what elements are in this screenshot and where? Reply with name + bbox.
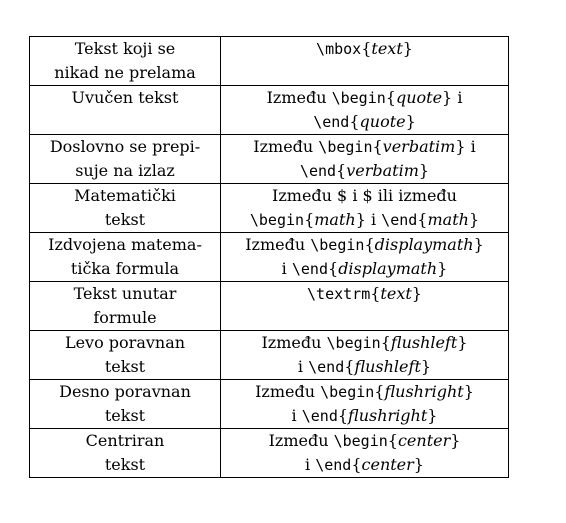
description-line: tekst bbox=[104, 357, 146, 376]
table-body bbox=[30, 37, 509, 478]
plain-text: Između bbox=[245, 235, 311, 254]
plain-text: } i bbox=[442, 88, 463, 107]
command-line bbox=[225, 453, 504, 477]
command-cell bbox=[221, 429, 509, 478]
command-cell bbox=[221, 184, 509, 233]
plain-text: } bbox=[427, 406, 438, 425]
plain-text: } i bbox=[355, 210, 382, 229]
plain-text: } bbox=[405, 112, 416, 131]
plain-text: { bbox=[385, 88, 396, 107]
plain-text: { bbox=[361, 39, 372, 58]
plain-text: { bbox=[304, 210, 315, 229]
argument-text: displaymath bbox=[338, 259, 438, 278]
plain-text: Između bbox=[261, 333, 327, 352]
plain-text: { bbox=[349, 112, 360, 131]
plain-text: { bbox=[387, 431, 398, 450]
command-cell bbox=[221, 380, 509, 429]
table-row bbox=[30, 331, 509, 380]
plain-text: } bbox=[411, 284, 422, 303]
table-row bbox=[30, 86, 509, 135]
description-cell bbox=[30, 86, 221, 135]
plain-text: Između bbox=[255, 382, 321, 401]
plain-text: { bbox=[372, 137, 383, 156]
plain-text: } bbox=[450, 431, 461, 450]
plain-text: } bbox=[457, 333, 468, 352]
plain-text: Između $ i $ ili između bbox=[272, 186, 457, 205]
table-row bbox=[30, 233, 509, 282]
description-line: tička formula bbox=[70, 259, 180, 278]
command-cell bbox=[221, 37, 509, 86]
command-line bbox=[225, 233, 504, 257]
command-cell bbox=[221, 86, 509, 135]
command-line bbox=[225, 355, 504, 379]
table-row bbox=[30, 380, 509, 429]
description-line: Doslovno se prepi- bbox=[49, 137, 201, 156]
command-line bbox=[225, 208, 504, 232]
command-cell bbox=[221, 135, 509, 184]
argument-text: quote bbox=[395, 88, 443, 107]
command-line bbox=[225, 331, 504, 355]
argument-text: verbatim bbox=[382, 137, 456, 156]
description-line: Tekst koji se bbox=[74, 39, 176, 58]
plain-text: i bbox=[281, 259, 292, 278]
table-row bbox=[30, 184, 509, 233]
command-line bbox=[225, 429, 504, 453]
description-cell bbox=[30, 37, 221, 86]
plain-text: i bbox=[297, 357, 309, 376]
description-line: formule bbox=[93, 308, 157, 327]
command-line bbox=[225, 159, 504, 183]
argument-text: verbatim bbox=[346, 161, 419, 180]
latex-command: \mbox bbox=[316, 40, 362, 58]
argument-text: center bbox=[397, 431, 451, 450]
table-row bbox=[30, 282, 509, 331]
plain-text: Između bbox=[266, 88, 332, 107]
command-cell bbox=[221, 233, 509, 282]
command-line bbox=[225, 135, 504, 159]
latex-command: \begin bbox=[326, 334, 381, 352]
latex-command: \begin bbox=[331, 89, 386, 107]
argument-text: math bbox=[314, 210, 356, 229]
plain-text: { bbox=[337, 406, 349, 425]
plain-text: } bbox=[437, 259, 448, 278]
plain-text: Između bbox=[253, 137, 319, 156]
description-line: Izdvojena matema- bbox=[48, 235, 202, 254]
table-row bbox=[30, 37, 509, 86]
latex-command: \end bbox=[315, 456, 352, 474]
description-line: nikad ne prelama bbox=[54, 63, 196, 82]
command-line bbox=[225, 257, 504, 281]
argument-text: displaymath bbox=[374, 235, 474, 254]
argument-text: quote bbox=[359, 112, 406, 131]
latex-command: \end bbox=[313, 113, 350, 131]
latex-command: \begin bbox=[318, 138, 373, 156]
table-row bbox=[30, 135, 509, 184]
description-cell bbox=[30, 233, 221, 282]
argument-text: flushright bbox=[348, 406, 428, 425]
description-cell bbox=[30, 331, 221, 380]
plain-text: } bbox=[473, 235, 484, 254]
command-line bbox=[225, 282, 504, 306]
plain-text: i bbox=[305, 455, 316, 474]
latex-command: \end bbox=[308, 358, 345, 376]
plain-text: { bbox=[370, 284, 381, 303]
description-line: Desno poravnan bbox=[59, 382, 191, 401]
command-line bbox=[225, 380, 504, 404]
description-line: Uvučen tekst bbox=[71, 88, 179, 107]
plain-text: { bbox=[344, 357, 355, 376]
description-line: Levo poravnan bbox=[64, 333, 186, 352]
latex-command: \begin bbox=[310, 236, 365, 254]
description-cell bbox=[30, 184, 221, 233]
plain-text: } bbox=[468, 210, 480, 229]
plain-text: } i bbox=[455, 137, 476, 156]
plain-text: } bbox=[413, 455, 424, 474]
latex-command: \begin bbox=[249, 211, 305, 229]
argument-text: flushleft bbox=[354, 357, 421, 376]
plain-text: { bbox=[364, 235, 375, 254]
description-line: tekst bbox=[104, 455, 146, 474]
latex-command: \begin bbox=[333, 432, 388, 450]
command-cell bbox=[221, 331, 509, 380]
description-line: Matematički bbox=[74, 186, 176, 205]
plain-text: { bbox=[351, 455, 362, 474]
description-cell bbox=[30, 282, 221, 331]
latex-command: \end bbox=[291, 260, 328, 278]
argument-text: center bbox=[361, 455, 414, 474]
latex-command: \end bbox=[299, 162, 337, 180]
argument-text: flushleft bbox=[390, 333, 458, 352]
argument-text: text bbox=[371, 39, 403, 58]
plain-text: } bbox=[463, 382, 474, 401]
command-line bbox=[225, 37, 504, 61]
argument-text: text bbox=[380, 284, 412, 303]
plain-text: i bbox=[291, 406, 302, 425]
plain-text: { bbox=[336, 161, 347, 180]
plain-text: { bbox=[374, 382, 385, 401]
description-line: tekst bbox=[104, 406, 146, 425]
command-line bbox=[225, 110, 504, 134]
description-line: suje na izlaz bbox=[75, 161, 175, 180]
command-line bbox=[225, 86, 504, 110]
description-line: Centriran bbox=[85, 431, 165, 450]
description-cell bbox=[30, 429, 221, 478]
plain-text: { bbox=[417, 210, 428, 229]
plain-text: } bbox=[420, 357, 432, 376]
description-cell bbox=[30, 135, 221, 184]
plain-text: { bbox=[328, 259, 339, 278]
argument-text: math bbox=[427, 210, 469, 229]
description-line: Tekst unutar bbox=[73, 284, 177, 303]
command-cell bbox=[221, 282, 509, 331]
latex-command: \begin bbox=[320, 383, 375, 401]
latex-command: \textrm bbox=[307, 285, 371, 303]
argument-text: flushright bbox=[384, 382, 464, 401]
command-line bbox=[225, 404, 504, 428]
table-row bbox=[30, 429, 509, 478]
plain-text: Između bbox=[268, 431, 334, 450]
plain-text: } bbox=[418, 161, 430, 180]
latex-command-table bbox=[29, 36, 509, 478]
command-line bbox=[225, 184, 504, 208]
plain-text: } bbox=[402, 39, 413, 58]
plain-text: { bbox=[380, 333, 391, 352]
latex-command: \end bbox=[381, 211, 418, 229]
description-line: tekst bbox=[104, 210, 146, 229]
latex-command: \end bbox=[301, 407, 338, 425]
description-cell bbox=[30, 380, 221, 429]
